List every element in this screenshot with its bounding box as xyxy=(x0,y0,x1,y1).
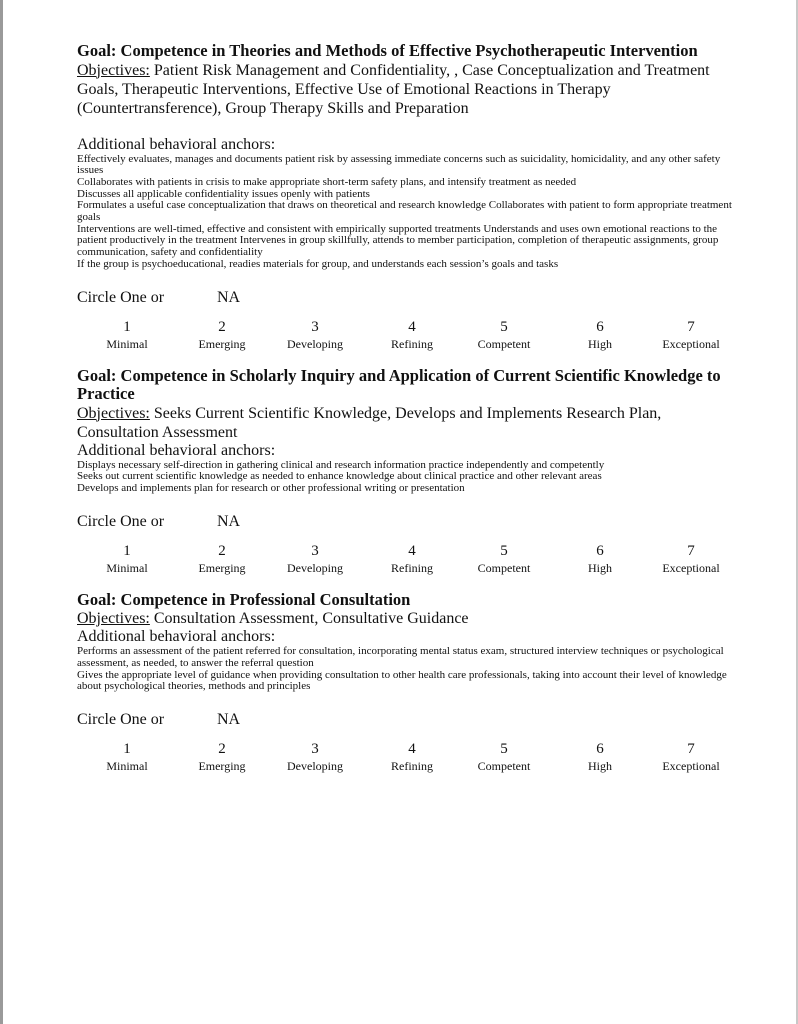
anchors-heading: Additional behavioral anchors: xyxy=(77,441,276,459)
rating-option-1[interactable] xyxy=(77,541,177,575)
rating-number: 2 xyxy=(218,542,226,559)
page-left-edge xyxy=(0,0,3,1024)
rating-number: 5 xyxy=(500,542,508,559)
rating-label: Competent xyxy=(477,758,531,773)
rating-label: Minimal xyxy=(106,336,148,351)
anchor-item: Effectively evaluates, manages and documents patient risk by assessing immediate concerns such as suicidality, homicidality, and any other safety issues xyxy=(77,152,721,177)
objectives-text: Seeks Current Scientific Knowledge, Develops and Implements Research Plan, Consultation Assessment xyxy=(77,404,662,441)
rating-number: 3 xyxy=(311,318,319,335)
rating-option-1[interactable] xyxy=(77,317,177,351)
rating-option-4[interactable] xyxy=(362,739,462,773)
rating-number: 6 xyxy=(596,318,604,335)
rating-label: High xyxy=(588,336,612,351)
rating-option-4[interactable] xyxy=(362,541,462,575)
circle-one-label: Circle One or xyxy=(77,710,165,728)
anchor-item: Displays necessary self-direction in gathering clinical and research information practice independently and competently xyxy=(77,458,605,471)
rating-option-3[interactable] xyxy=(265,541,365,575)
anchors-list xyxy=(77,646,737,693)
rating-number: 6 xyxy=(596,542,604,559)
rating-option-6[interactable] xyxy=(550,541,650,575)
objectives-text: Patient Risk Management and Confidentiality, , Case Conceptualization and Treatment Goals, Therapeutic Interventions, Effective Use of Emotional Reactions in Therapy (Countertransference), Group Therapy Skills and Preparation xyxy=(77,61,710,117)
rating-number: 2 xyxy=(218,740,226,757)
goal-title: Goal: Competence in Theories and Methods of Effective Psychotherapeutic Intervention xyxy=(77,41,698,60)
objectives-label: Objectives: xyxy=(77,61,150,79)
evaluation-form-page xyxy=(77,42,737,779)
rating-option-5[interactable] xyxy=(454,541,554,575)
anchors-heading: Additional behavioral anchors: xyxy=(77,628,276,646)
anchor-item: Develops and implements plan for research or other professional writing or presentation xyxy=(77,481,465,494)
anchors-heading: Additional behavioral anchors: xyxy=(77,135,276,153)
rating-number: 7 xyxy=(687,740,695,757)
rating-scale xyxy=(77,317,737,357)
goal-section-psychotherapeutic-intervention xyxy=(77,42,737,357)
rating-label: Exceptional xyxy=(662,560,720,575)
rating-label: Refining xyxy=(391,336,433,351)
rating-label: Exceptional xyxy=(662,758,720,773)
rating-label: Emerging xyxy=(198,560,246,575)
rating-option-2[interactable] xyxy=(172,739,272,773)
rating-number: 3 xyxy=(311,542,319,559)
rating-option-3[interactable] xyxy=(265,317,365,351)
goal-section-professional-consultation xyxy=(77,591,737,779)
rating-number: 1 xyxy=(123,542,131,559)
rating-label: High xyxy=(588,758,612,773)
rating-number: 7 xyxy=(687,542,695,559)
rating-label: Competent xyxy=(477,336,531,351)
rating-label: Exceptional xyxy=(662,336,720,351)
anchor-item: Performs an assessment of the patient referred for consultation, incorporating mental status exam, structured interview techniques or psychological assessment, as needed, to answer the referral question xyxy=(77,645,724,669)
rating-number: 1 xyxy=(123,740,131,757)
rating-label: Developing xyxy=(287,758,343,773)
rating-option-2[interactable] xyxy=(172,541,272,575)
circle-one-row xyxy=(77,711,737,729)
rating-option-7[interactable] xyxy=(641,541,741,575)
rating-label: Refining xyxy=(391,560,433,575)
anchors-list xyxy=(77,460,737,495)
rating-number: 5 xyxy=(500,318,508,335)
objectives-label: Objectives: xyxy=(77,610,150,628)
anchor-item: Interventions are well-timed, effective and consistent with empirically supported treatments Understands and uses own emotional reactions to the patient productively in the treatment Intervenes in group skillfully, attends to member participation, completion of therapeutic assignments, group communication, safety and confidentiality xyxy=(77,222,719,259)
rating-number: 1 xyxy=(123,318,131,335)
objectives xyxy=(77,61,737,118)
anchors-list xyxy=(77,154,737,271)
rating-number: 2 xyxy=(218,318,226,335)
circle-one-label: Circle One or xyxy=(77,288,165,306)
rating-option-6[interactable] xyxy=(550,317,650,351)
rating-option-2[interactable] xyxy=(172,317,272,351)
na-option[interactable]: NA xyxy=(217,512,241,530)
objectives-text: Consultation Assessment, Consultative Guidance xyxy=(149,610,469,628)
circle-one-row xyxy=(77,513,737,531)
rating-label: Emerging xyxy=(198,758,246,773)
rating-number: 6 xyxy=(596,740,604,757)
rating-option-4[interactable] xyxy=(362,317,462,351)
rating-label: Emerging xyxy=(198,336,246,351)
rating-number: 4 xyxy=(408,542,416,559)
rating-option-5[interactable] xyxy=(454,317,554,351)
objectives-label: Objectives: xyxy=(77,404,150,422)
anchor-item: Seeks out current scientific knowledge as needed to enhance knowledge about clinical practice and other relevant areas xyxy=(77,470,602,483)
rating-label: Refining xyxy=(391,758,433,773)
rating-scale xyxy=(77,541,737,581)
rating-option-5[interactable] xyxy=(454,739,554,773)
rating-label: Minimal xyxy=(106,560,148,575)
goal-title: Goal: Competence in Professional Consultation xyxy=(77,589,411,609)
rating-number: 3 xyxy=(311,740,319,757)
objectives xyxy=(77,404,737,442)
rating-number: 4 xyxy=(408,318,416,335)
rating-option-3[interactable] xyxy=(265,739,365,773)
rating-option-6[interactable] xyxy=(550,739,650,773)
anchor-item: Gives the appropriate level of guidance when providing consultation to other health care professionals, taking into account their level of knowledge about psychological theories, methods and principles xyxy=(77,668,727,693)
anchor-item: Formulates a useful case conceptualization that draws on theoretical and research knowledge Collaborates with patient to form appropriate treatment goals xyxy=(77,199,732,224)
rating-option-7[interactable] xyxy=(641,739,741,773)
rating-number: 4 xyxy=(408,740,416,757)
anchor-item: If the group is psychoeducational, readies materials for group, and understands each session’s goals and tasks xyxy=(77,257,559,270)
goal-section-scholarly-inquiry xyxy=(77,367,737,581)
na-option[interactable]: NA xyxy=(217,710,241,728)
rating-label: Competent xyxy=(477,560,531,575)
circle-one-label: Circle One or xyxy=(77,512,165,530)
rating-option-1[interactable] xyxy=(77,739,177,773)
na-option[interactable]: NA xyxy=(217,288,241,306)
circle-one-row xyxy=(77,289,737,307)
anchor-item: Discusses all applicable confidentiality issues openly with patients xyxy=(77,187,370,200)
rating-label: High xyxy=(588,560,612,575)
rating-label: Minimal xyxy=(106,758,148,773)
rating-label: Developing xyxy=(287,336,343,351)
anchor-item: Collaborates with patients in crisis to make appropriate short-term safety plans, and intensify treatment as needed xyxy=(77,175,577,188)
rating-number: 5 xyxy=(500,740,508,757)
rating-number: 7 xyxy=(687,318,695,335)
goal-title: Goal: Competence in Scholarly Inquiry and Application of Current Scientific Knowledge to Practice xyxy=(77,365,721,404)
rating-label: Developing xyxy=(287,560,343,575)
rating-scale xyxy=(77,739,737,779)
objectives xyxy=(77,609,737,628)
rating-option-7[interactable] xyxy=(641,317,741,351)
